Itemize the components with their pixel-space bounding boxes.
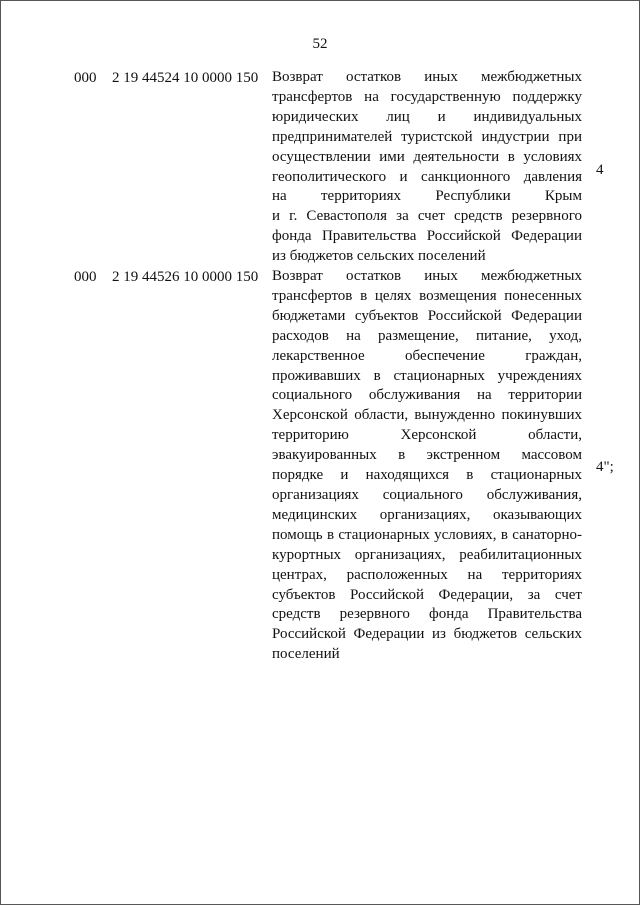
- description-line: территорию Херсонской области,: [272, 427, 582, 444]
- description-line: социального обслуживания на территории: [272, 387, 582, 404]
- description-line: Российской Федерации из бюджетов сельских: [272, 626, 582, 643]
- row-description: [272, 267, 582, 665]
- description-line: центрах, расположенных на территориях: [272, 566, 582, 583]
- description-line: фонда Правительства Российской Федерации: [272, 228, 582, 245]
- description-line: и г. Севастополя за счет средств резервного: [272, 208, 582, 225]
- admin-code: 000: [74, 70, 97, 86]
- description-line: средств резервного фонда Правительства: [272, 606, 582, 623]
- budget-classification-code: 2 19 44526 10 0000 150: [112, 269, 259, 285]
- description-line: Возврат остатков иных межбюджетных: [272, 268, 582, 284]
- description-line: бюджетами субъектов Российской Федерации: [272, 307, 582, 324]
- description-line: трансфертов в целях возмещения понесенных: [272, 287, 582, 304]
- admin-code: 000: [74, 269, 97, 285]
- description-line: лекарственное обеспечение граждан,: [272, 347, 582, 364]
- description-line: медицинских организациях, оказывающих: [272, 506, 582, 523]
- description-line: юридических лиц и индивидуальных: [272, 108, 582, 125]
- description-line: эвакуированных в экстренном массовом: [272, 447, 582, 464]
- description-line: проживавших в стационарных учреждениях: [272, 367, 582, 384]
- page-number: 52: [312, 36, 328, 52]
- description-line: курортных организациях, реабилитационных: [272, 546, 582, 563]
- row-amount: 4";: [596, 459, 614, 475]
- row-amount: 4: [596, 162, 604, 178]
- description-line: предпринимателей туристской индустрии при: [272, 128, 582, 145]
- description-line: трансфертов на государственную поддержку: [272, 88, 582, 105]
- description-line: Возврат остатков иных межбюджетных: [272, 69, 582, 85]
- description-line: Херсонской области, вынужденно покинувших: [272, 407, 582, 424]
- description-line: расходов на размещение, питание, уход,: [272, 327, 582, 344]
- description-line: поселений: [272, 646, 340, 663]
- description-line: организациях социального обслуживания,: [272, 486, 582, 503]
- description-line: из бюджетов сельских поселений: [272, 248, 486, 265]
- description-line: геополитического и санкционного давления: [272, 168, 582, 185]
- description-line: помощь в стационарных условиях, в санаторно-: [272, 526, 582, 543]
- description-line: порядке и находящихся в стационарных: [272, 467, 582, 484]
- description-line: на территориях Республики Крым: [272, 188, 582, 205]
- description-line: субъектов Российской Федерации, за счет: [272, 586, 582, 603]
- budget-classification-code: 2 19 44524 10 0000 150: [112, 70, 259, 86]
- row-description: [272, 68, 582, 267]
- description-line: осуществлении ими деятельности в условиях: [272, 148, 582, 165]
